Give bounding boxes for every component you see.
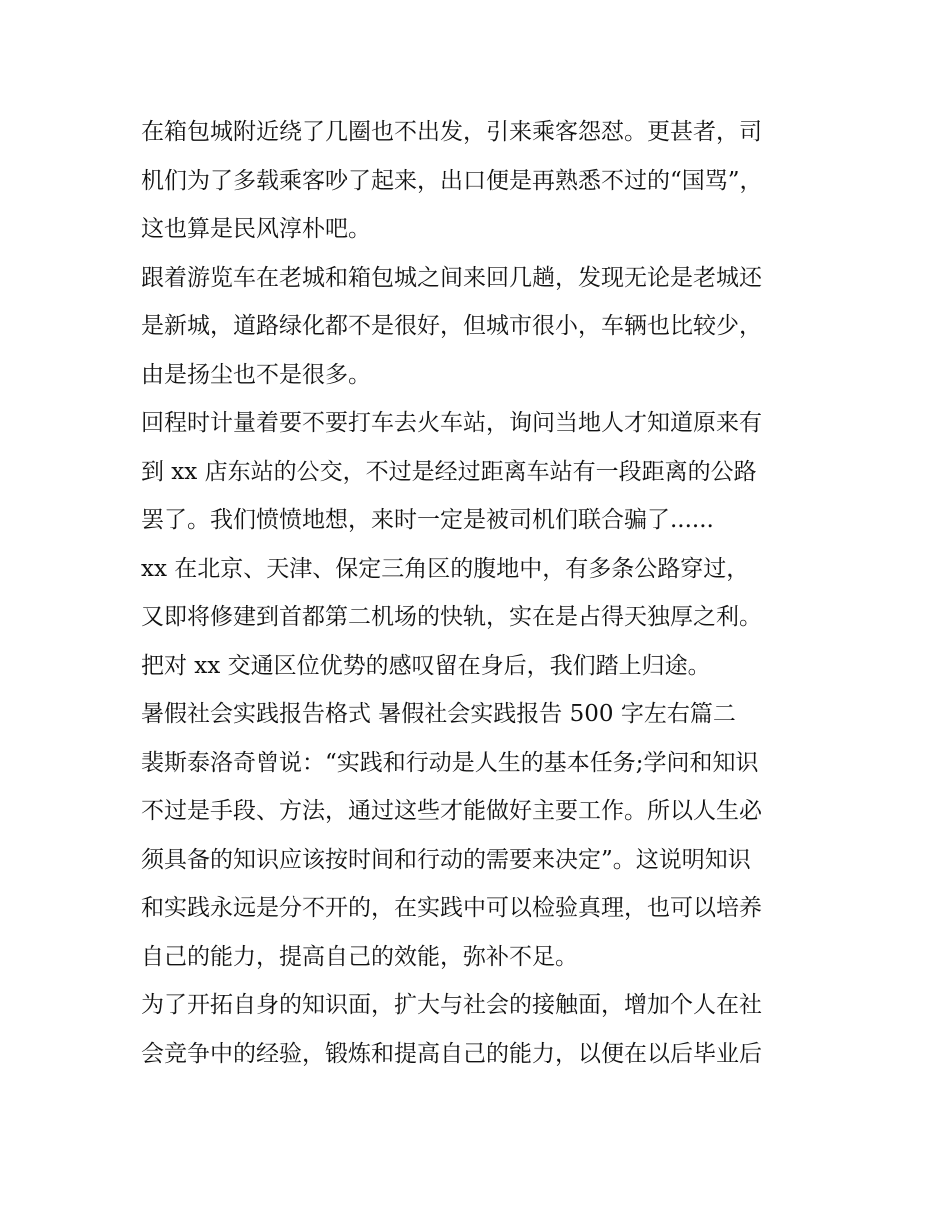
text-line: 在箱包城附近绕了几圈也不出发，引来乘客怨怼。更甚者，司 — [141, 119, 762, 145]
text-line: 跟着游览车在老城和箱包城之间来回几趟，发现无论是老城还 — [141, 264, 762, 291]
text-line: 须具备的知识应该按时间和行动的需要来决定”。这说明知识 — [141, 846, 751, 873]
text-line: 由是扬尘也不是很多。 — [141, 361, 371, 388]
text-line: 会竞争中的经验，锻炼和提高自己的能力，以便在以后毕业后 — [141, 1040, 762, 1067]
text-line: 回程时计量着要不要打车去火车站，询问当地人才知道原来有 — [141, 410, 762, 436]
text-line: 为了开拓自身的知识面，扩大与社会的接触面，增加个人在社 — [141, 992, 762, 1018]
text-line: 这也算是民风淳朴吧。 — [141, 216, 371, 242]
text-line: xx 在北京、天津、保定三角区的腹地中，有多条公路穿过， — [141, 555, 750, 582]
text-line: 罢了。我们愤愤地想，来时一定是被司机们联合骗了...... — [141, 507, 714, 533]
text-line: 把对 xx 交通区位优势的感叹留在身后，我们踏上归途。 — [141, 652, 711, 679]
document-body — [141, 108, 821, 1078]
text-line: 又即将修建到首都第二机场的快轨，实在是占得天独厚之利。 — [141, 604, 762, 630]
text-line: 和实践永远是分不开的，在实践中可以检验真理，也可以培养 — [141, 895, 762, 921]
text-line: 到 xx 店东站的公交，不过是经过距离车站有一段距离的公路 — [141, 458, 757, 485]
text-line: 不过是手段、方法，通过这些才能做好主要工作。所以人生必 — [141, 798, 762, 824]
text-line: 自己的能力，提高自己的效能，弥补不足。 — [141, 943, 578, 970]
section-heading: 暑假社会实践报告格式 暑假社会实践报告 500 字左右篇二 — [141, 701, 736, 727]
text-line: 是新城，道路绿化都不是很好，但城市很小，车辆也比较少， — [141, 313, 762, 339]
text-line: 裴斯泰洛奇曾说：“实践和行动是人生的基本任务;学问和知识 — [141, 749, 759, 776]
text-line: 机们为了多载乘客吵了起来，出口便是再熟悉不过的“国骂”， — [141, 167, 763, 194]
